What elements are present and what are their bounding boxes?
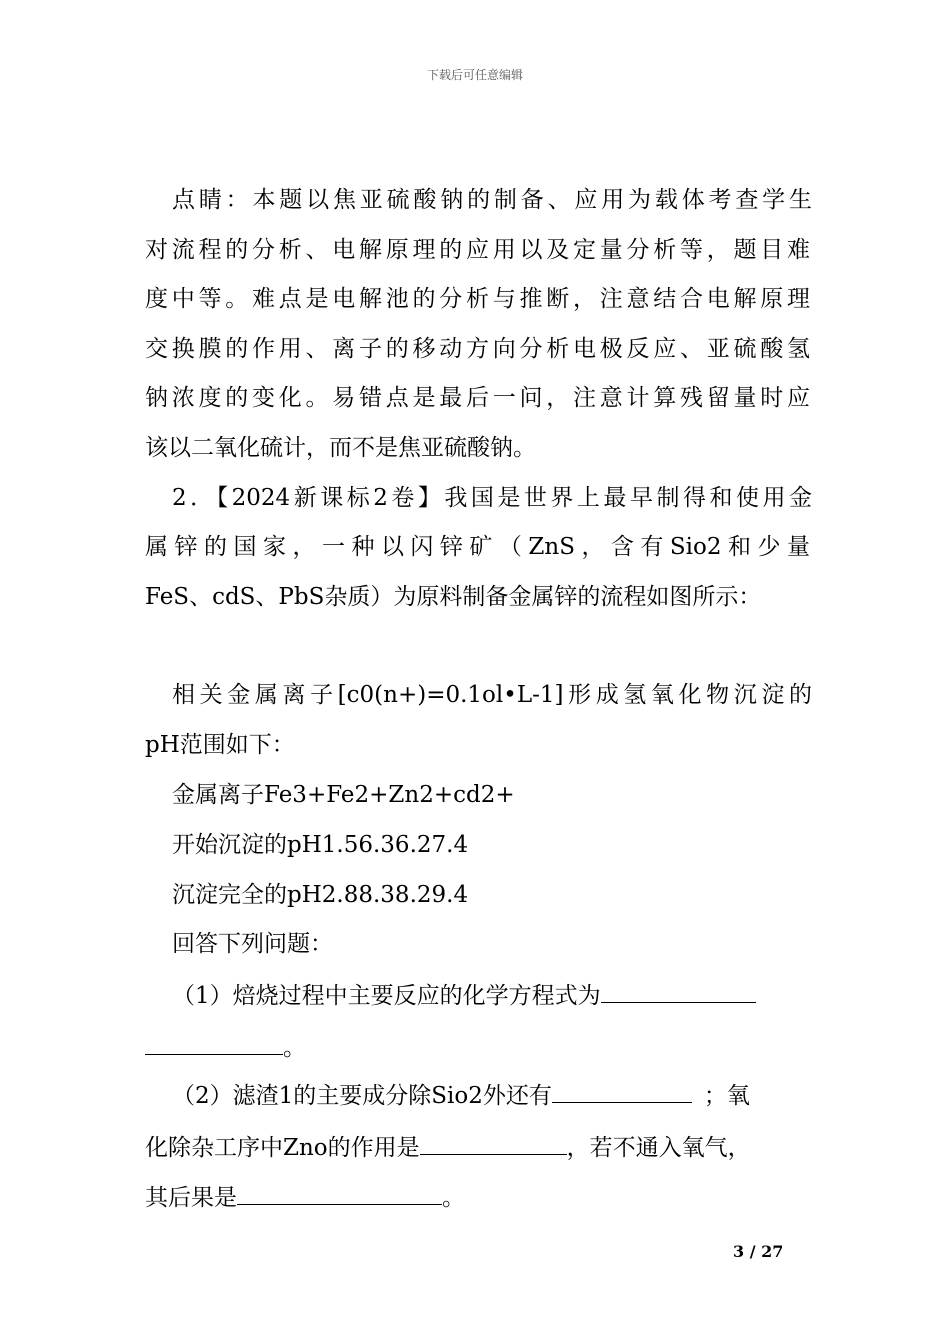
question-2-text: 其后果是 [145,1185,237,1211]
answer-blank [601,980,756,1003]
text-line: 该以二氧化硫计，而不是焦亚硫酸钠。 [145,435,536,461]
text-line: pH范围如下： [145,732,295,758]
period-mark: 。 [283,1035,306,1061]
question-1-continuation [145,1032,810,1063]
question-2-text-tail: ；氧 [703,1083,750,1109]
text-line: 回答下列问题： [172,931,333,957]
answer-blank [237,1182,442,1205]
text-line: 金属离子Fe3+Fe2+Zn2+cd2+ [172,782,515,808]
text-line: FeS、cdS、PbS杂质）为原料制备金属锌的流程如图所示： [145,584,762,610]
answer-blank [145,1032,283,1055]
text-line: 对流程的分析、电解原理的应用以及定量分析等，题目难 [145,237,810,263]
question-1-text: （1）焙烧过程中主要反应的化学方程式为 [172,983,601,1009]
page-header: 下载后可任意编辑 [426,68,523,82]
text-line: 钠浓度的变化。易错点是最后一问，注意计算残留量时应 [145,385,810,411]
text-line: 度中等。难点是电解池的分析与推断，注意结合电解原理 [145,286,810,312]
question-1-line [172,980,812,1011]
period-mark: 。 [442,1185,465,1211]
question-2-line [145,1182,810,1213]
text-line: 交换膜的作用、离子的移动方向分析电极反应、亚硫酸氢 [145,336,810,362]
question-2-text: （2）滤渣1的主要成分除Sio2外还有 [172,1083,552,1109]
text-line: 点睛：本题以焦亚硫酸钠的制备、应用为载体考查学生 [172,187,812,213]
question-2-line [172,1080,812,1111]
answer-blank [552,1080,692,1103]
text-line: 2．【2024新课标2卷】我国是世界上最早制得和使用金 [172,485,812,511]
text-line: 属锌的国家，一种以闪锌矿（ZnS，含有Sio2和少量 [145,534,810,560]
text-line: 相关金属离子[c0(n+)=0.1ol•L-1]形成氢氧化物沉淀的 [172,682,812,708]
question-2-line [145,1132,810,1163]
text-line: 沉淀完全的pH2.88.38.29.4 [172,882,469,908]
page-number: 3 / 27 [733,1242,784,1261]
question-2-text: 化除杂工序中Zno的作用是 [145,1135,420,1161]
answer-blank [420,1132,567,1155]
question-2-text-tail: ，若不通入氧气， [566,1135,751,1161]
text-line: 开始沉淀的pH1.56.36.27.4 [172,832,469,858]
